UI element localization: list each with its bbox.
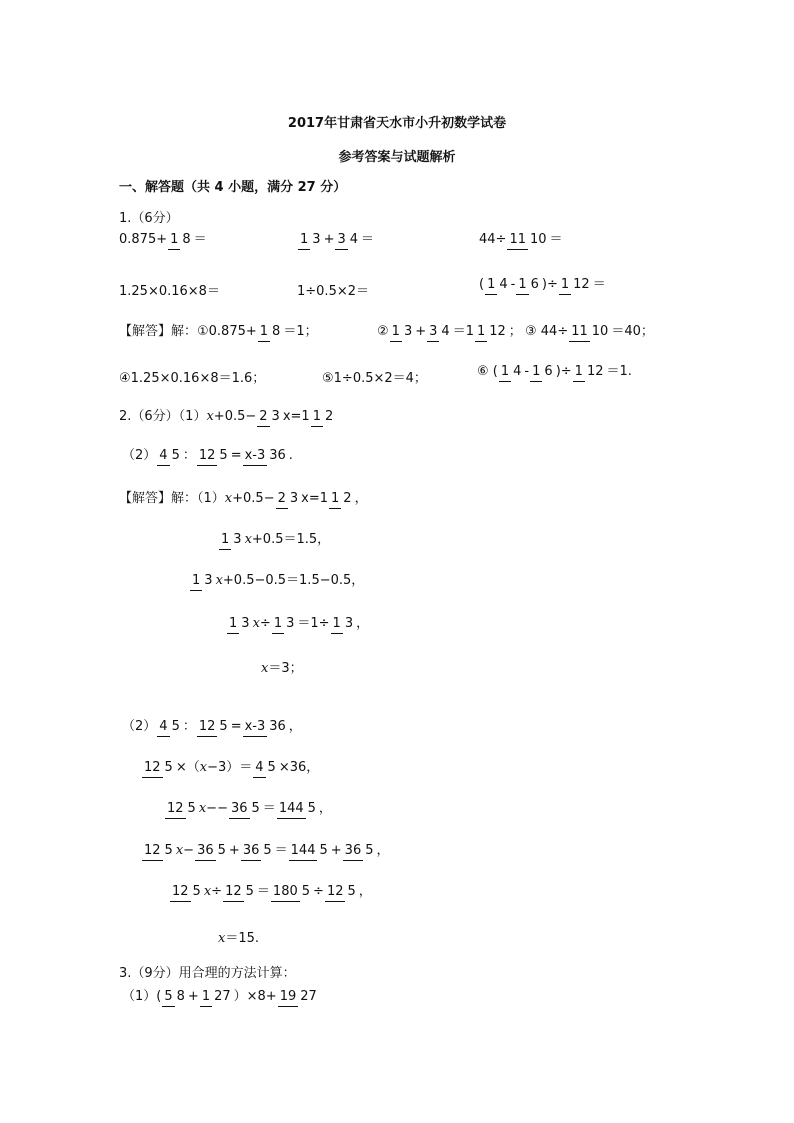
- numerator: 1: [499, 364, 511, 382]
- fraction: [298, 233, 323, 246]
- fraction: [258, 325, 283, 338]
- q1-answer-3: [525, 325, 654, 338]
- q1-answer-2: [377, 325, 522, 338]
- fraction: [289, 844, 330, 857]
- denominator: 2: [343, 491, 352, 506]
- denominator: 3: [241, 616, 250, 631]
- denominator: 5: [245, 884, 254, 899]
- text: -: [524, 364, 530, 379]
- denominator: 5: [219, 719, 228, 734]
- numerator: 36: [241, 843, 262, 861]
- fraction: [197, 449, 230, 462]
- variable: x: [206, 409, 214, 424]
- q1-answer-1: [119, 325, 318, 338]
- text: 【解答】解：（1）: [119, 491, 225, 506]
- numerator: 11: [569, 324, 590, 342]
- numerator: 11: [507, 232, 528, 250]
- text: -: [510, 277, 516, 292]
- text: x=1: [301, 491, 329, 506]
- denominator: 3: [204, 573, 213, 588]
- fraction: [253, 761, 278, 774]
- fraction: [243, 720, 288, 733]
- numerator: 2: [257, 409, 269, 427]
- numerator: 12: [142, 843, 163, 861]
- fraction: [278, 990, 319, 1003]
- denominator: 8: [176, 989, 185, 1004]
- fraction: [165, 802, 198, 815]
- q1-expr-e: [297, 285, 369, 298]
- fraction: [276, 492, 301, 505]
- q1-answer-4: [119, 372, 265, 385]
- variable: x: [224, 491, 233, 506]
- q1-expr-a: [119, 233, 207, 246]
- denominator: 4: [513, 364, 522, 379]
- q1-expr-b: [297, 233, 374, 246]
- numerator: 144: [277, 801, 306, 819]
- fraction: [485, 278, 510, 291]
- text: ＝: [274, 843, 288, 858]
- q2-solution-heading: [119, 492, 368, 505]
- numerator: 19: [278, 989, 299, 1007]
- numerator: x-3: [243, 448, 268, 466]
- numerator: 1: [190, 573, 202, 591]
- variable: x: [218, 931, 226, 946]
- text: ＝1÷: [297, 616, 330, 631]
- text: ＝1: [452, 324, 474, 339]
- denominator: 3: [312, 232, 321, 247]
- numerator: x-3: [243, 719, 268, 737]
- numerator: 3: [427, 324, 439, 342]
- text: ＝: [256, 884, 270, 899]
- numerator: 1: [530, 364, 542, 382]
- text: +: [415, 324, 427, 339]
- text: )÷: [541, 277, 558, 292]
- denominator: 3: [271, 409, 280, 424]
- text: ：: [182, 719, 196, 734]
- fraction: [229, 802, 262, 815]
- denominator: 12: [586, 364, 604, 379]
- q1-expr-d: [119, 285, 220, 298]
- fraction: [271, 885, 312, 898]
- fraction: [427, 325, 452, 338]
- fraction: [325, 885, 358, 898]
- numerator: 144: [289, 843, 318, 861]
- q3-part1: [122, 990, 320, 1003]
- numerator: 3: [335, 232, 347, 250]
- fraction: [200, 990, 233, 1003]
- text: （2）: [122, 448, 157, 463]
- fraction: [559, 278, 592, 291]
- text: ③ 44÷: [525, 324, 569, 339]
- fraction: [390, 325, 415, 338]
- numerator: 1: [331, 616, 343, 634]
- text: （2）: [122, 719, 157, 734]
- text: ÷: [259, 616, 271, 631]
- fraction: [530, 365, 555, 378]
- text: ÷: [211, 884, 223, 899]
- numerator: 1: [475, 324, 487, 342]
- q1-answer-6: [477, 365, 632, 378]
- text: ⑥ (: [477, 364, 498, 379]
- denominator: 5: [319, 843, 328, 858]
- fraction: [190, 574, 215, 587]
- q2-step-4: [261, 662, 303, 675]
- text: ，: [318, 801, 332, 816]
- text: ④1.25×0.16×8＝1.6；: [119, 371, 266, 386]
- fraction: [241, 844, 274, 857]
- variable: x: [175, 843, 184, 858]
- q1-label: 1.（6分）: [119, 211, 179, 226]
- text: ＝15.: [225, 931, 260, 946]
- denominator: 5: [171, 448, 180, 463]
- text: ②: [377, 324, 389, 339]
- text: ，: [354, 491, 368, 506]
- q2-step-9: [218, 932, 259, 945]
- text: ＝: [193, 232, 207, 247]
- section-heading: 一、解答题（共 4 小题，满分 27 分）: [119, 180, 347, 195]
- numerator: 12: [325, 884, 346, 902]
- numerator: 180: [271, 884, 300, 902]
- q3-label: 3.（9分）用合理的方法计算：: [119, 966, 296, 981]
- text: +0.5−: [232, 491, 275, 506]
- denominator: 4: [349, 232, 359, 247]
- denominator: 4: [441, 324, 450, 339]
- text: ，: [376, 843, 390, 858]
- numerator: 1: [200, 989, 212, 1007]
- fraction: [157, 720, 182, 733]
- fraction: [569, 325, 610, 338]
- q2-part1: [119, 410, 336, 423]
- text: 44÷: [479, 232, 507, 247]
- variable: x: [244, 532, 252, 547]
- denominator: 36: [269, 448, 286, 463]
- text: +: [187, 989, 199, 1004]
- text: −: [183, 843, 195, 858]
- numerator: 4: [253, 760, 265, 778]
- denominator: 3: [286, 616, 295, 631]
- numerator: 1: [168, 232, 180, 250]
- text: +: [228, 843, 240, 858]
- text: .: [288, 448, 293, 463]
- text: ＝: [262, 801, 276, 816]
- denominator: 5: [164, 760, 173, 775]
- fraction: [195, 844, 228, 857]
- q1-expr-c: [479, 233, 563, 246]
- denominator: 5: [217, 843, 226, 858]
- numerator: 36: [229, 801, 250, 819]
- q2-step-7: [141, 844, 390, 857]
- doc-title: 2017年甘肃省天水市小升初数学试卷: [287, 116, 507, 131]
- fraction: [219, 533, 244, 546]
- text: )÷: [555, 364, 572, 379]
- denominator: 6: [544, 364, 553, 379]
- text: (: [479, 277, 485, 292]
- fraction: [223, 885, 256, 898]
- fraction: [142, 761, 175, 774]
- variable: x: [198, 801, 207, 816]
- fraction: [197, 720, 230, 733]
- numerator: 4: [157, 448, 169, 466]
- variable: x: [199, 760, 208, 775]
- numerator: 36: [195, 843, 216, 861]
- q2-step-5: [141, 761, 319, 774]
- text: ×（: [175, 760, 200, 775]
- text: ÷: [313, 884, 324, 899]
- variable: x: [252, 616, 260, 631]
- numerator: 12: [165, 801, 186, 819]
- q2-part2-solution: [122, 720, 302, 733]
- text: ，: [356, 616, 370, 631]
- text: 【解答】解：①0.875+: [119, 324, 257, 339]
- fraction: [329, 492, 354, 505]
- numerator: 5: [162, 989, 174, 1007]
- numerator: 1: [485, 277, 497, 295]
- fraction: [227, 617, 252, 630]
- text: ，: [358, 884, 372, 899]
- denominator: 5: [267, 760, 276, 775]
- denominator: 4: [499, 277, 508, 292]
- denominator: 5: [251, 801, 260, 816]
- numerator: 1: [219, 532, 231, 550]
- q1-answer-5: [322, 372, 427, 385]
- fraction: [507, 233, 548, 246]
- denominator: 5: [347, 884, 356, 899]
- text: ）×8+: [233, 989, 277, 1004]
- text: +0.5−0.5＝1.5−0.5，: [222, 573, 365, 588]
- denominator: 2: [324, 409, 334, 424]
- numerator: 1: [559, 277, 571, 295]
- fraction: [311, 410, 336, 423]
- denominator: 3: [289, 491, 299, 506]
- text: ；: [508, 324, 522, 339]
- q1-expr-f: [479, 278, 606, 291]
- text: −−: [206, 801, 228, 816]
- text: 0.875+: [119, 232, 168, 247]
- variable: x: [261, 661, 269, 676]
- q2-step-6: [164, 802, 332, 815]
- text: ＝1.: [606, 364, 632, 379]
- denominator: 36: [269, 719, 286, 734]
- denominator: 5: [164, 843, 173, 858]
- fraction: [157, 449, 182, 462]
- denominator: 3: [344, 616, 354, 631]
- fraction: [516, 278, 541, 291]
- text: +: [323, 232, 335, 247]
- numerator: 2: [276, 491, 288, 509]
- denominator: 5: [263, 843, 272, 858]
- text: ＝: [549, 232, 563, 247]
- text: ，: [288, 719, 302, 734]
- text: ＝3；: [268, 661, 303, 676]
- numerator: 1: [227, 616, 239, 634]
- denominator: 12: [573, 277, 590, 292]
- text: ×36，: [278, 760, 320, 775]
- numerator: 36: [343, 843, 364, 861]
- fraction: [257, 410, 282, 423]
- numerator: 1: [329, 491, 341, 509]
- numerator: 1: [311, 409, 323, 427]
- fraction: [475, 325, 508, 338]
- numerator: 12: [170, 884, 191, 902]
- q2-step-3: [226, 617, 369, 630]
- denominator: 8: [272, 324, 281, 339]
- text: −3）＝: [207, 760, 253, 775]
- text: ＝40；: [611, 324, 654, 339]
- variable: x: [215, 573, 223, 588]
- numerator: 1: [573, 364, 585, 382]
- denominator: 8: [182, 232, 191, 247]
- numerator: 1: [516, 277, 528, 295]
- numerator: 12: [197, 448, 218, 466]
- denominator: 6: [530, 277, 539, 292]
- numerator: 1: [258, 324, 270, 342]
- numerator: 1: [272, 616, 284, 634]
- fraction: [277, 802, 318, 815]
- denominator: 5: [187, 801, 196, 816]
- denominator: 5: [301, 884, 311, 899]
- fraction: [343, 844, 376, 857]
- text: =: [230, 719, 242, 734]
- text: ＝: [592, 277, 606, 292]
- text: ＝: [361, 232, 375, 247]
- fraction: [499, 365, 524, 378]
- text: +0.5＝1.5，: [251, 532, 331, 547]
- text: 1÷0.5×2＝: [297, 284, 370, 299]
- fraction: [573, 365, 606, 378]
- text: =: [230, 448, 242, 463]
- fraction: [170, 885, 203, 898]
- fraction: [335, 233, 360, 246]
- denominator: 10: [529, 232, 547, 247]
- fraction: [331, 617, 356, 630]
- numerator: 12: [142, 760, 163, 778]
- numerator: 1: [390, 324, 402, 342]
- doc-subtitle: 参考答案与试题解析: [338, 150, 456, 165]
- denominator: 5: [171, 719, 180, 734]
- denominator: 5: [219, 448, 228, 463]
- text: x=1: [282, 409, 310, 424]
- denominator: 5: [365, 843, 374, 858]
- numerator: 12: [223, 884, 244, 902]
- denominator: 10: [591, 324, 609, 339]
- variable: x: [203, 884, 212, 899]
- denominator: 5: [192, 884, 201, 899]
- q2-step-2: [189, 574, 364, 587]
- denominator: 3: [403, 324, 413, 339]
- denominator: 3: [233, 532, 242, 547]
- text: 1.25×0.16×8＝: [119, 284, 220, 299]
- fraction: [168, 233, 193, 246]
- numerator: 4: [157, 719, 169, 737]
- q2-part2: [122, 449, 293, 462]
- text: +0.5−: [213, 409, 257, 424]
- denominator: 5: [307, 801, 316, 816]
- denominator: 12: [489, 324, 506, 339]
- q2-step-1: [218, 533, 330, 546]
- denominator: 27: [300, 989, 317, 1004]
- text: 2.（6分）（1）: [119, 409, 207, 424]
- q2-step-8: [169, 885, 372, 898]
- text: ＝1；: [283, 324, 318, 339]
- text: +: [330, 843, 342, 858]
- fraction: [243, 449, 288, 462]
- fraction: [162, 990, 187, 1003]
- fraction: [142, 844, 175, 857]
- text: ：: [182, 448, 196, 463]
- denominator: 27: [214, 989, 231, 1004]
- text: ⑤1÷0.5×2＝4；: [322, 371, 427, 386]
- fraction: [272, 617, 297, 630]
- numerator: 1: [298, 232, 310, 250]
- text: （1）(: [122, 989, 162, 1004]
- numerator: 12: [197, 719, 218, 737]
